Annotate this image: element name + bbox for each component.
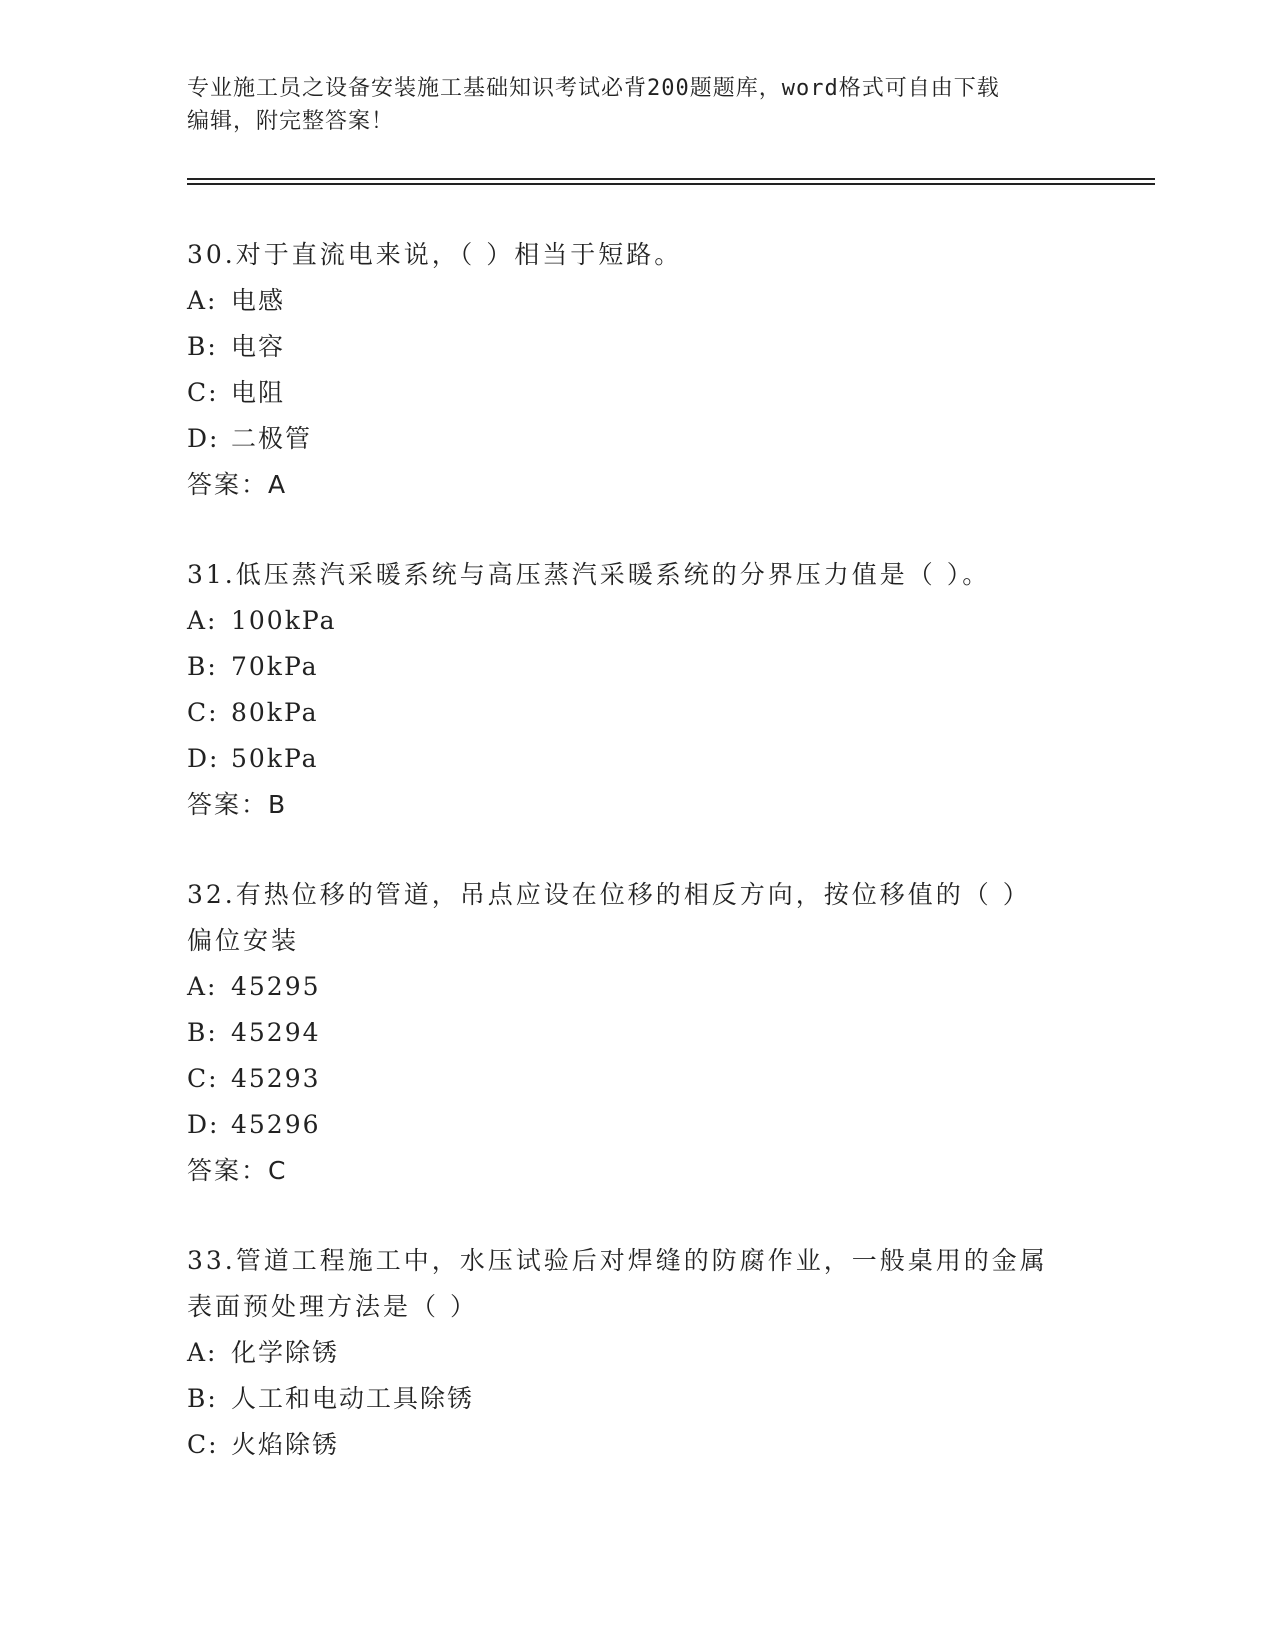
header-divider-bottom [187, 183, 1155, 185]
option-c [187, 1056, 1087, 1102]
option-key: B: [187, 1018, 218, 1047]
option-a [187, 598, 1087, 644]
option-text: 45294 [231, 1018, 321, 1047]
question-stem-continued: 表面预处理方法是（ ） [187, 1292, 478, 1321]
header-title-line-2: 编辑，附完整答案！ [187, 109, 395, 134]
question-stem: 33.管道工程施工中，水压试验后对焊缝的防腐作业，一般桌用的金属 [187, 1246, 1048, 1275]
question-stem: 30.对于直流电来说，（ ）相当于短路。 [187, 240, 683, 269]
option-a [187, 964, 1087, 1010]
question-spacer [187, 508, 1087, 552]
option-c [187, 690, 1087, 736]
question-31 [187, 552, 1087, 828]
option-key: D: [187, 1110, 220, 1139]
question-answer: 答案：A [187, 470, 288, 499]
option-key: A: [187, 286, 218, 315]
option-text: 80kPa [231, 698, 319, 727]
option-key: A: [187, 972, 218, 1001]
option-key: A: [187, 1338, 218, 1367]
header-divider-top [187, 178, 1155, 180]
option-text: 45295 [231, 972, 321, 1001]
option-b [187, 324, 1087, 370]
option-text: 化学除锈 [231, 1338, 340, 1367]
option-key: D: [187, 744, 220, 773]
question-stem: 32.有热位移的管道，吊点应设在位移的相反方向，按位移值的（ ） [187, 880, 1031, 909]
question-30 [187, 232, 1087, 508]
question-32 [187, 872, 1087, 1194]
question-list [187, 232, 1087, 1468]
question-stem-continued: 偏位安装 [187, 926, 300, 955]
option-a [187, 1330, 1087, 1376]
option-text: 电阻 [231, 378, 286, 407]
option-b [187, 1376, 1087, 1422]
option-d [187, 416, 1087, 462]
option-b [187, 1010, 1087, 1056]
option-text: 50kPa [231, 744, 319, 773]
option-c [187, 370, 1087, 416]
option-text: 45293 [231, 1064, 321, 1093]
option-key: C: [187, 1430, 219, 1459]
header-title-line-1: 专业施工员之设备安装施工基础知识考试必背200题题库，word格式可自由下载 [187, 76, 1000, 101]
question-33 [187, 1238, 1087, 1468]
option-b [187, 644, 1087, 690]
option-text: 45296 [231, 1110, 321, 1139]
option-text: 电容 [231, 332, 286, 361]
option-key: C: [187, 378, 219, 407]
option-text: 二极管 [231, 424, 313, 453]
question-spacer [187, 828, 1087, 872]
question-answer: 答案：B [187, 790, 288, 819]
option-key: C: [187, 698, 219, 727]
option-key: D: [187, 424, 220, 453]
option-key: B: [187, 332, 218, 361]
option-key: C: [187, 1064, 219, 1093]
document-header [187, 72, 1067, 138]
question-spacer [187, 1194, 1087, 1238]
option-text: 70kPa [231, 652, 319, 681]
option-d [187, 736, 1087, 782]
option-text: 电感 [231, 286, 286, 315]
option-key: B: [187, 652, 218, 681]
option-text: 100kPa [231, 606, 337, 635]
option-key: A: [187, 606, 218, 635]
option-text: 火焰除锈 [231, 1430, 340, 1459]
option-c [187, 1422, 1087, 1468]
option-a [187, 278, 1087, 324]
question-stem: 31.低压蒸汽采暖系统与高压蒸汽采暖系统的分界压力值是（ ）。 [187, 560, 991, 589]
question-answer: 答案：C [187, 1156, 288, 1185]
option-key: B: [187, 1384, 218, 1413]
option-d [187, 1102, 1087, 1148]
option-text: 人工和电动工具除锈 [231, 1384, 475, 1413]
